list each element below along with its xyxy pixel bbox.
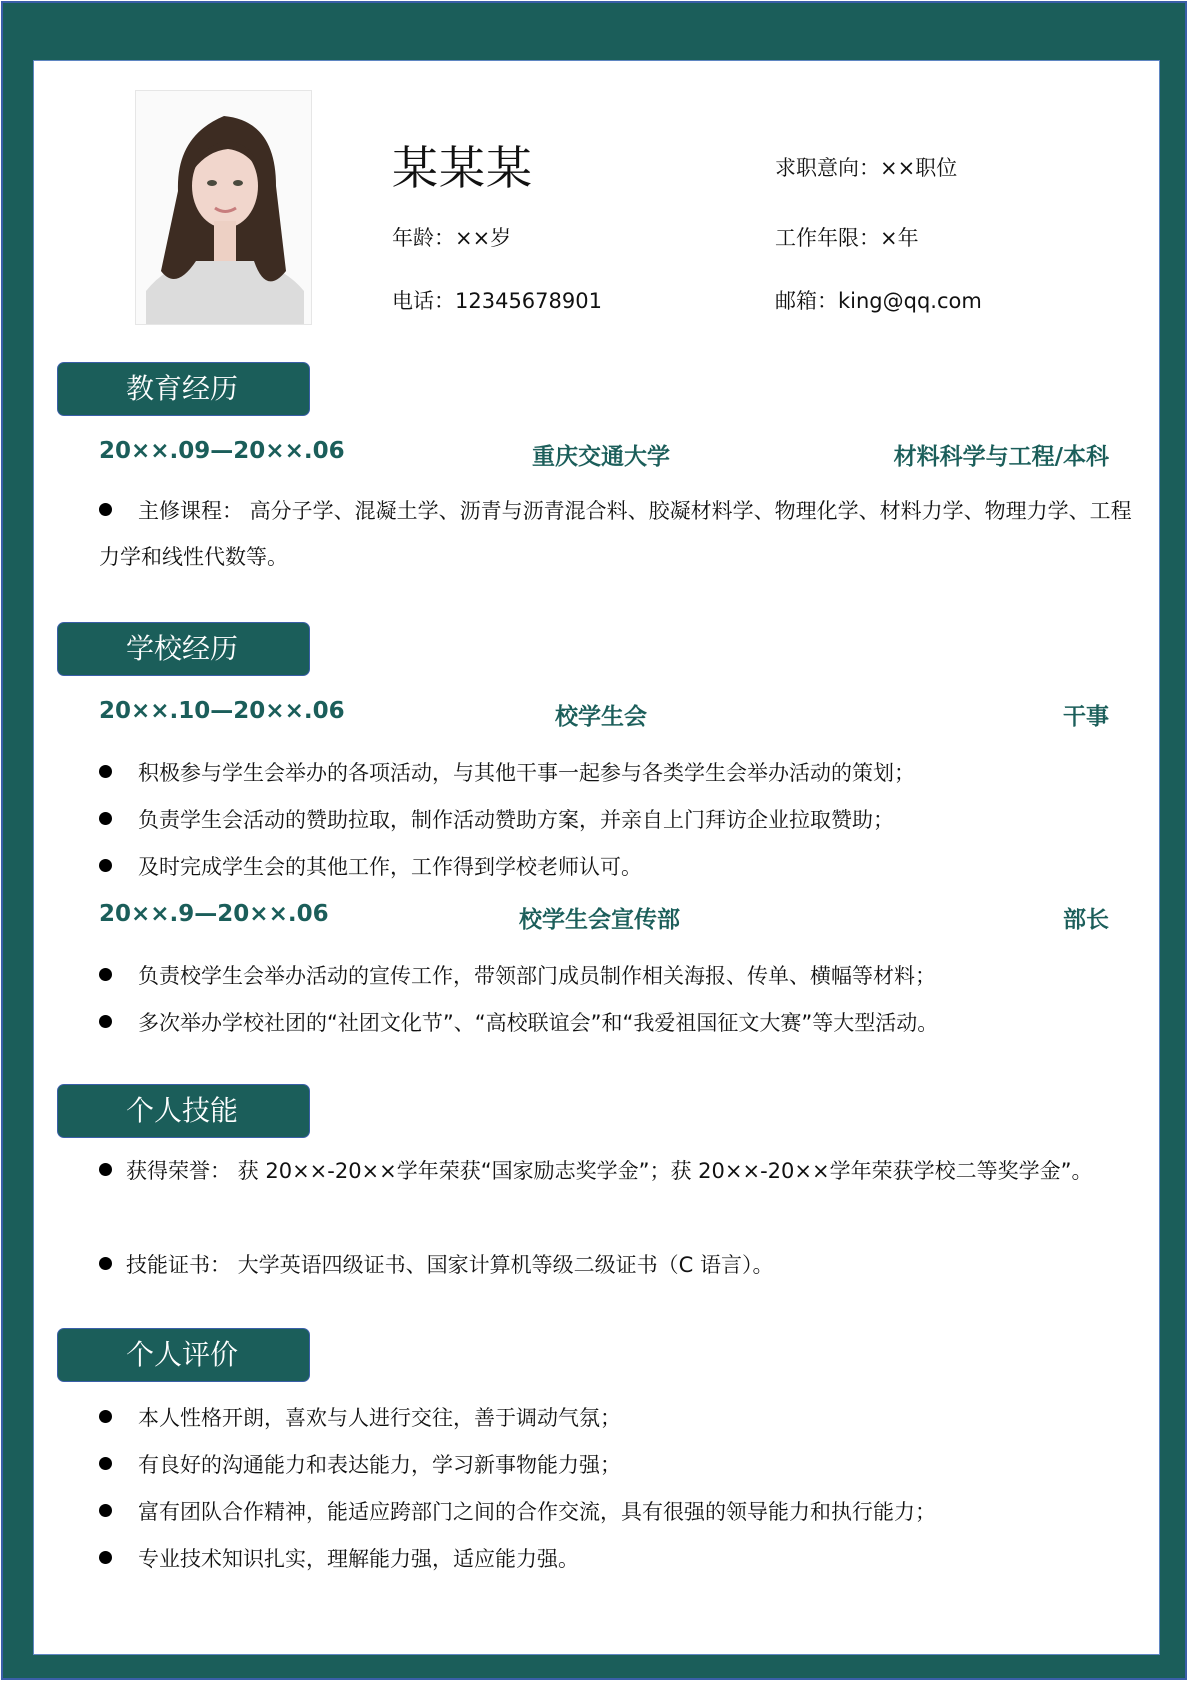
bullet-icon — [99, 503, 112, 516]
work-years: 工作年限：×年 — [775, 226, 919, 250]
bullet-icon — [99, 859, 112, 872]
list-item: 负责学生会活动的赞助拉取，制作活动赞助方案，并亲自上门拜访企业拉取赞助； — [99, 804, 894, 834]
portrait-photo — [135, 90, 312, 325]
portrait-image-icon — [136, 91, 312, 325]
list-item: 主修课程： 高分子学、混凝土学、沥青与沥青混合料、胶凝材料学、物理化学、材料力学、物理力学、工程力学和线性代数等。 — [99, 499, 1132, 569]
email: 邮箱：king@qq.com — [775, 289, 982, 313]
section-title-school: 学校经历 — [57, 622, 310, 676]
bullet-icon — [99, 812, 112, 825]
bullet-icon — [99, 1163, 112, 1176]
role: 材料科学与工程/本科 — [893, 444, 1109, 470]
section-title-education: 教育经历 — [57, 362, 310, 416]
organization: 校学生会 — [555, 704, 647, 730]
bullet-icon — [99, 1015, 112, 1028]
bullet-icon — [99, 1504, 112, 1517]
period: 20××.9—20××.06 — [99, 901, 329, 927]
list-item: 专业技术知识扎实，理解能力强，适应能力强。 — [99, 1543, 579, 1573]
bullet-icon — [99, 968, 112, 981]
list-item: 多次举办学校社团的“社团文化节”、“高校联谊会”和“我爱祖国征文大赛”等大型活动。 — [99, 1007, 938, 1037]
organization: 重庆交通大学 — [532, 444, 670, 470]
bullet-icon — [99, 765, 112, 778]
age: 年龄：××岁 — [392, 226, 512, 250]
list-item: 及时完成学生会的其他工作，工作得到学校老师认可。 — [99, 851, 642, 881]
bullet-icon — [99, 1551, 112, 1564]
bullet-icon — [99, 1457, 112, 1470]
section-title-skills: 个人技能 — [57, 1084, 310, 1138]
list-item: 有良好的沟通能力和表达能力，学习新事物能力强； — [99, 1449, 621, 1479]
job-intention: 求职意向：××职位 — [775, 156, 958, 180]
school-entry-header — [99, 698, 1109, 730]
bullet-icon — [99, 1410, 112, 1423]
list-item: 获得荣誉： 获 20××-20××学年荣获“国家励志奖学金”；获 20××-20××学年荣获学校二等奖学金”。 — [99, 1148, 1139, 1194]
role: 干事 — [1063, 704, 1109, 730]
list-item: 本人性格开朗，喜欢与人进行交往，善于调动气氛； — [99, 1402, 621, 1432]
school-entry-header — [99, 901, 1109, 933]
list-item: 富有团队合作精神，能适应跨部门之间的合作交流，具有很强的领导能力和执行能力； — [99, 1496, 936, 1526]
role: 部长 — [1063, 907, 1109, 933]
list-item: 技能证书： 大学英语四级证书、国家计算机等级二级证书（C 语言）。 — [99, 1242, 1139, 1288]
list-item: 积极参与学生会举办的各项活动，与其他干事一起参与各类学生会举办活动的策划； — [99, 757, 915, 787]
section-title-evaluation: 个人评价 — [57, 1328, 310, 1382]
phone: 电话：12345678901 — [392, 289, 602, 313]
bullet-icon — [99, 1257, 112, 1270]
education-entry-header — [99, 438, 1109, 470]
list-item: 负责校学生会举办活动的宣传工作，带领部门成员制作相关海报、传单、横幅等材料； — [99, 960, 936, 990]
period: 20××.10—20××.06 — [99, 698, 345, 724]
organization: 校学生会宣传部 — [519, 907, 680, 933]
candidate-name: 某某某 — [392, 141, 533, 195]
period: 20××.09—20××.06 — [99, 438, 345, 464]
